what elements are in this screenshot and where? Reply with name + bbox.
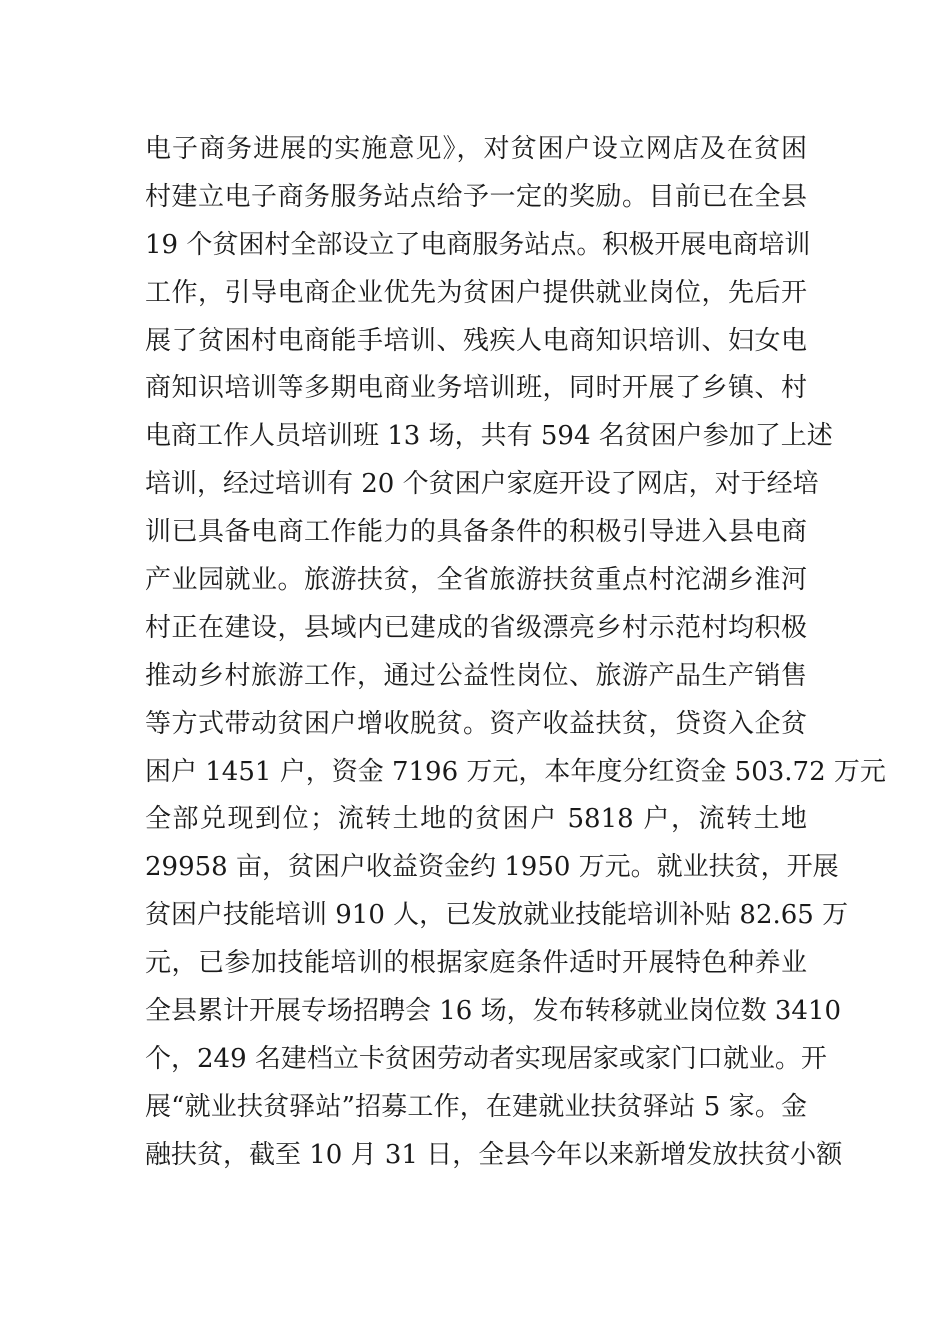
text-line: 困户 1451 户，资金 7196 万元，本年度分红资金 503.72 万元 <box>145 756 886 787</box>
text-line: 等方式带动贫困户增收脱贫。资产收益扶贫，贷资入企贫 <box>145 708 807 739</box>
text-line: 19 个贫困村全部设立了电商服务站点。积极开展电商培训 <box>145 229 811 260</box>
body-paragraph <box>145 126 886 1180</box>
text-line: 个，249 名建档立卡贫困劳动者实现居家或家门口就业。开 <box>145 1043 827 1074</box>
text-line: 融扶贫，截至 10 月 31 日，全县今年以来新增发放扶贫小额 <box>145 1139 843 1170</box>
text-line: 村建立电子商务服务站点给予一定的奖励。目前已在全县 <box>145 181 807 212</box>
text-line: 元，已参加技能培训的根据家庭条件适时开展特色种养业 <box>145 948 807 979</box>
text-line: 电子商务进展的实施意见》，对贫困户设立网店及在贫困 <box>145 134 807 164</box>
text-line: 展“就业扶贫驿站”招募工作，在建就业扶贫驿站 5 家。金 <box>145 1091 807 1122</box>
text-line: 29958 亩，贫困户收益资金约 1950 万元。就业扶贫，开展 <box>145 852 839 883</box>
text-line: 电商工作人员培训班 13 场，共有 594 名贫困户参加了上述 <box>145 421 833 452</box>
text-line: 全县累计开展专场招聘会 16 场，发布转移就业岗位数 3410 <box>145 996 842 1027</box>
text-line: 村正在建设，县域内已建成的省级漂亮乡村示范村均积极 <box>145 612 807 643</box>
text-line: 贫困户技能培训 910 人，已发放就业技能培训补贴 82.65 万 <box>145 900 849 931</box>
text-line: 训已具备电商工作能力的具备条件的积极引导进入县电商 <box>145 517 807 548</box>
text-line: 培训，经过培训有 20 个贫困户家庭开设了网店，对于经培 <box>145 469 819 500</box>
text-line: 推动乡村旅游工作，通过公益性岗位、旅游产品生产销售 <box>145 660 807 691</box>
text-line: 商知识培训等多期电商业务培训班，同时开展了乡镇、村 <box>145 373 807 404</box>
text-line: 工作，引导电商企业优先为贫困户提供就业岗位，先后开 <box>145 277 807 308</box>
text-line: 展了贫困村电商能手培训、残疾人电商知识培训、妇女电 <box>145 325 807 356</box>
text-line: 产业园就业。旅游扶贫，全省旅游扶贫重点村沱湖乡淮河 <box>145 565 807 596</box>
text-line: 全部兑现到位；流转土地的贫困户 5818 户，流转土地 <box>145 804 807 835</box>
